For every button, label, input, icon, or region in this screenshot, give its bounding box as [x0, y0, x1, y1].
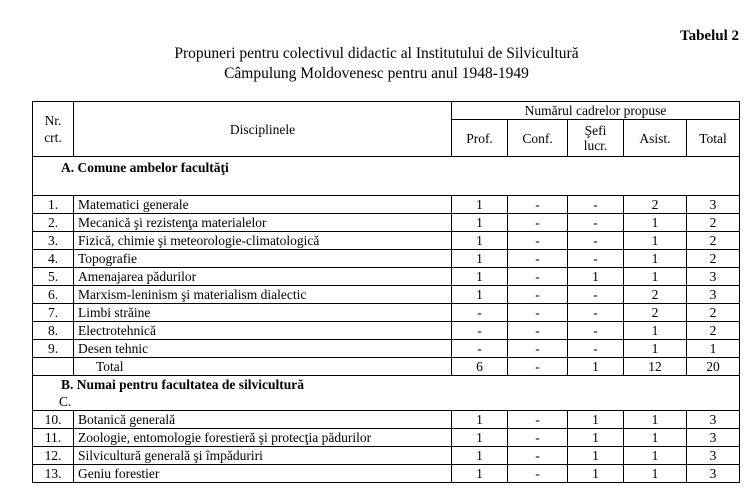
cell-prof: 1	[452, 429, 508, 447]
cell-nr: 12.	[33, 447, 74, 465]
cell-asist: 2	[624, 304, 687, 322]
header-total: Total	[687, 120, 740, 157]
header-disciplines: Disciplinele	[74, 102, 452, 157]
cell-nr: 5.	[33, 268, 74, 286]
cell-name: Fizică, chimie şi meteorologie-climatologică	[74, 232, 452, 250]
cell-conf: -	[508, 214, 568, 232]
cell-total: 1	[687, 340, 740, 358]
cell-conf: -	[508, 465, 568, 483]
table-row	[33, 465, 740, 483]
cell-name: Marxism-leninism şi materialism dialectic	[74, 286, 452, 304]
cell-prof: -	[452, 304, 508, 322]
cell-asist: 1	[624, 429, 687, 447]
cell-prof: 1	[452, 411, 508, 429]
cell-total: 3	[687, 268, 740, 286]
cell-sefi: -	[568, 196, 624, 214]
cell-prof: 1	[452, 214, 508, 232]
cell-nr: 2.	[33, 214, 74, 232]
total-asist: 12	[624, 358, 687, 376]
cell-name: Matematici generale	[74, 196, 452, 214]
cell-sefi: -	[568, 304, 624, 322]
table-row	[33, 268, 740, 286]
cell-sefi: 1	[568, 411, 624, 429]
cell-conf: -	[508, 268, 568, 286]
cell-sefi: 1	[568, 465, 624, 483]
cell-sefi: 1	[568, 268, 624, 286]
table-row	[33, 322, 740, 340]
cell-total: 3	[687, 411, 740, 429]
cell-conf: -	[508, 304, 568, 322]
cell-conf: -	[508, 286, 568, 304]
cell-conf: -	[508, 340, 568, 358]
cell-name: Topografie	[74, 250, 452, 268]
cell-asist: 1	[624, 232, 687, 250]
cell-prof: 1	[452, 286, 508, 304]
cell-asist: 1	[624, 340, 687, 358]
table-row	[33, 232, 740, 250]
cell-conf: -	[508, 429, 568, 447]
header-conf: Conf.	[508, 120, 568, 157]
cell-name: Amenajarea pădurilor	[74, 268, 452, 286]
cell-nr: 13.	[33, 465, 74, 483]
total-total: 20	[687, 358, 740, 376]
cell-prof: 1	[452, 447, 508, 465]
table-row	[33, 340, 740, 358]
staff-table	[32, 101, 740, 483]
cell-sefi: -	[568, 340, 624, 358]
cell-name: Silvicultură generală şi împăduriri	[74, 447, 452, 465]
table-row	[33, 214, 740, 232]
cell-total: 3	[687, 447, 740, 465]
cell-name: Zoologie, entomologie forestieră şi protecţia pădurilor	[74, 429, 452, 447]
header-row	[33, 102, 740, 120]
cell-asist: 1	[624, 250, 687, 268]
table-row	[33, 196, 740, 214]
cell-sefi: 1	[568, 429, 624, 447]
cell-sefi: -	[568, 250, 624, 268]
header-nr: Nr. crt.	[33, 102, 74, 157]
cell-sefi: -	[568, 232, 624, 250]
cell-name: Botanică generală	[74, 411, 452, 429]
cell-nr: 9.	[33, 340, 74, 358]
table-row	[33, 286, 740, 304]
cell-empty	[33, 358, 74, 376]
section-b-heading	[33, 376, 740, 411]
section-c-label: C.	[59, 394, 72, 409]
cell-asist: 1	[624, 411, 687, 429]
header-asist: Asist.	[624, 120, 687, 157]
cell-prof: -	[452, 322, 508, 340]
cell-sefi: 1	[568, 447, 624, 465]
section-a-row	[33, 157, 740, 196]
cell-nr: 6.	[33, 286, 74, 304]
cell-prof: 1	[452, 268, 508, 286]
cell-asist: 2	[624, 196, 687, 214]
header-prof: Prof.	[452, 120, 508, 157]
table-title-line-1: Propuneri pentru colectivul didactic al Institutului de Silvicultură	[174, 45, 579, 62]
cell-nr: 11.	[33, 429, 74, 447]
cell-total: 2	[687, 304, 740, 322]
total-conf: -	[508, 358, 568, 376]
cell-total: 3	[687, 465, 740, 483]
section-a-heading: A. Comune ambelor facultăţi	[33, 157, 740, 196]
cell-total: 2	[687, 322, 740, 340]
cell-name: Desen tehnic	[74, 340, 452, 358]
total-prof: 6	[452, 358, 508, 376]
cell-name: Limbi străine	[74, 304, 452, 322]
cell-asist: 1	[624, 447, 687, 465]
section-b-label: B. Numai pentru facultatea de silvicultură	[61, 377, 304, 392]
cell-name: Mecanică şi rezistenţa materialelor	[74, 214, 452, 232]
table-label: Tabelul 2	[679, 28, 739, 44]
cell-conf: -	[508, 250, 568, 268]
section-b-row	[33, 376, 740, 411]
cell-total: 2	[687, 214, 740, 232]
cell-nr: 7.	[33, 304, 74, 322]
cell-nr: 3.	[33, 232, 74, 250]
cell-total: 2	[687, 250, 740, 268]
cell-total: 3	[687, 286, 740, 304]
cell-nr: 8.	[33, 322, 74, 340]
cell-prof: 1	[452, 465, 508, 483]
cell-conf: -	[508, 447, 568, 465]
cell-sefi: -	[568, 286, 624, 304]
table-row	[33, 411, 740, 429]
cell-total: 3	[687, 196, 740, 214]
table-row	[33, 429, 740, 447]
cell-sefi: -	[568, 214, 624, 232]
cell-sefi: -	[568, 322, 624, 340]
cell-nr: 1.	[33, 196, 74, 214]
cell-name: Electrotehnică	[74, 322, 452, 340]
table-row	[33, 250, 740, 268]
table-row	[33, 304, 740, 322]
cell-nr: 4.	[33, 250, 74, 268]
cell-total: 3	[687, 429, 740, 447]
total-sefi: 1	[568, 358, 624, 376]
cell-prof: 1	[452, 196, 508, 214]
cell-prof: 1	[452, 232, 508, 250]
header-group: Numărul cadrelor propuse	[452, 102, 740, 120]
cell-prof: -	[452, 340, 508, 358]
cell-prof: 1	[452, 250, 508, 268]
cell-conf: -	[508, 322, 568, 340]
cell-name: Geniu forestier	[74, 465, 452, 483]
cell-nr: 10.	[33, 411, 74, 429]
cell-asist: 2	[624, 286, 687, 304]
cell-total: 2	[687, 232, 740, 250]
cell-asist: 1	[624, 465, 687, 483]
cell-conf: -	[508, 411, 568, 429]
cell-asist: 1	[624, 322, 687, 340]
cell-asist: 1	[624, 214, 687, 232]
cell-asist: 1	[624, 268, 687, 286]
total-label: Total	[74, 358, 452, 376]
total-row	[33, 358, 740, 376]
table-row	[33, 447, 740, 465]
cell-conf: -	[508, 232, 568, 250]
header-sefi: Şefi lucr.	[568, 120, 624, 157]
cell-conf: -	[508, 196, 568, 214]
table-title-line-2: Câmpulung Moldovenesc pentru anul 1948-1949	[224, 65, 529, 82]
